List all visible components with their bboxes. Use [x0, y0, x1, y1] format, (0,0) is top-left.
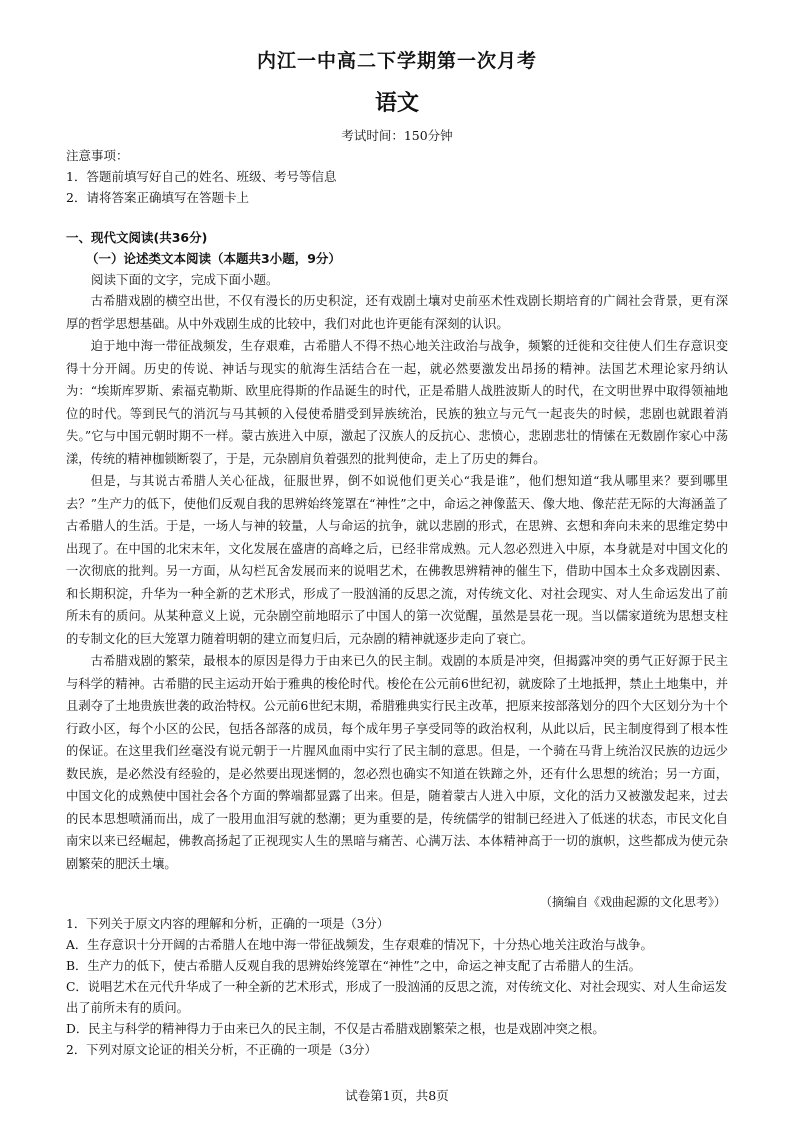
option-a: A．生存意识十分开阔的古希腊人在地中海一带征战频发，生存艰难的情况下，十分热心地关注政治与战争。	[66, 938, 653, 952]
question-1-stem: 1．下列关于原文内容的理解和分析，正确的一项是（3分）	[66, 917, 390, 931]
question-2-stem: 2．下列对原文论证的相关分析，不正确的一项是（3分）	[66, 1043, 377, 1057]
section-title: 一、现代文阅读(共36分)	[66, 230, 208, 245]
notice-item-2: 2．请将答案正确填写在答题卡上	[66, 190, 249, 205]
passage-paragraph: 古希腊戏剧的横空出世，不仅有漫长的历史积淀，还有戏剧土壤对史前巫术性戏剧长期培育的广阔社会背景，更有深厚的哲学思想基础。从中外戏剧生成的比较中，我们对此也许更能有深刻的认识。	[66, 294, 728, 331]
exam-time: 考试时间：150分钟	[341, 128, 453, 143]
passage-paragraph: 古希腊戏剧的繁荣，最根本的原因是得力于由来已久的民主制。戏剧的本质是冲突，但揭露冲突的勇气正好源于民主与科学的精神。古希腊的民主运动开始于雅典的梭伦时代。梭伦在公元前6世纪初，就废除了土地抵押，禁止土地集中，并且剥夺了土地贵族世袭的政治特权。公元前6世纪末期，希腊雅典实行民主改革，把原来按部落划分的四个大区划分为十个行政小区，每个小区的公民，包括各部落的成员，每个成年男子享受同等的政治权利，从此以后，民主制度得到了根本性的保证。在这里我们丝毫没有说元朝于一片腥风血雨中实行了民主制的意思。但是，一个骑在马背上统治汉民族的边远少数民族，是必然没有经验的，是必然要出现迷惘的，忽必烈也确实不知道在铁蹄之外，还有什么思想的统治；另一方面，中国文化的成熟使中国社会各个方面的弊端都显露了出来。但是，随着蒙古人进入中原，文化的活力又被激发起来，过去的民本思想喷涌而出，成了一股用血泪写就的愁潮；更为重要的是，传统儒学的钳制已经进入了低迷的状态，市民文化自南宋以来已经崛起，佛教高扬起了正视现实人生的黑暗与痛苦、心满万法、本体精神高于一切的旗帜，这些都成为使元杂剧繁荣的肥沃土壤。	[66, 654, 728, 871]
reading-instruction: 阅读下面的文字，完成下面小题。	[91, 272, 279, 287]
page-footer: 试卷第1页，共8页	[345, 1088, 449, 1103]
notice-heading: 注意事项：	[66, 148, 129, 163]
part-title: （一）论述类文本阅读（本题共3小题，9分）	[86, 251, 341, 266]
exam-title: 内江一中高二下学期第一次月考	[256, 50, 537, 72]
question-list	[66, 914, 730, 1061]
subject-title: 语文	[374, 90, 419, 116]
notice-item-1: 1．答题前填写好自己的姓名、班级、考号等信息	[66, 169, 337, 184]
option-c: C．说唱艺术在元代升华成了一种全新的艺术形式，形成了一股汹涌的反思之流，对传统文化、对社会现实、对人生命运发出了前所未有的质问。	[66, 980, 728, 1015]
passage-paragraph: 但是，与其说古希腊人关心征战，征服世界，倒不如说他们更关心“我是谁”，他们想知道“我从哪里来？要到哪里去？”生产力的低下，使他们反观自我的思辨始终笼罩在“神性”之中，命运之神像蓝天、像大地、像茫茫无际的大海涵盖了古希腊人的生活。于是，一场人与神的较量，人与命运的抗争，就以悲剧的形式，在思辨、玄想和奔向未来的思维定势中出现了。在中国的北宋末年，文化发展在盛唐的高峰之后，已经非常成熟。元人忽必烈进入中原，本身就是对中国文化的一次彻底的批判。另一方面，从勾栏瓦舍发展而来的说唱艺术，在佛教思辨精神的催生下，借助中国本土众多戏剧因素、和长期积淀，升华为一种全新的艺术形式，形成了一股汹涌的反思之流，对传统文化、对社会现实、对人生命运发出了前所未有的质问。从某种意义上说，元杂剧空前地昭示了中国人的第一次觉醒，虽然是昙花一现。当以儒家道统为思想支柱的专制文化的巨大笼罩力随着明朝的建立而复归后，元杂剧的精神就逐步走向了衰亡。	[66, 474, 728, 646]
option-b: B．生产力的低下，使古希腊人反观自我的思辨始终笼罩在“神性”之中，命运之神支配了古希腊人的生活。	[66, 959, 641, 973]
passage-source: （摘编自《戏曲起源的文化思考》）	[539, 895, 726, 909]
reading-passage	[66, 290, 728, 875]
passage-paragraph: 迫于地中海一带征战频发，生存艰难，古希腊人不得不热心地关注政治与战争，频繁的迁徙和交往使人们生存意识变得十分开阔。历史的传说、神话与现实的航海生活结合在一起，就必然要激发出昂扬的精神。法国艺术理论家丹纳认为：“埃斯库罗斯、索福克勒斯、欧里庇得斯的作品诞生的时代，正是希腊人战胜波斯人的时代，在文明世界中取得领袖地位的时代。等到民气的消沉与马其顿的入侵使希腊受到异族统治，民族的独立与元气一起丧失的时候，悲剧也就跟着消失。”它与中国元朝时期不一样。蒙古族进入中原，激起了汉族人的反抗心、悲愤心，悲剧悲壮的情愫在无数剧作家心中荡漾，传统的精神枷锁断裂了，于是，元杂剧肩负着强烈的批判使命，走上了历史的舞台。	[66, 339, 728, 466]
option-d: D．民主与科学的精神得力于由来已久的民主制，不仅是古希腊戏剧繁荣之根，也是戏剧冲突之根。	[66, 1022, 605, 1036]
